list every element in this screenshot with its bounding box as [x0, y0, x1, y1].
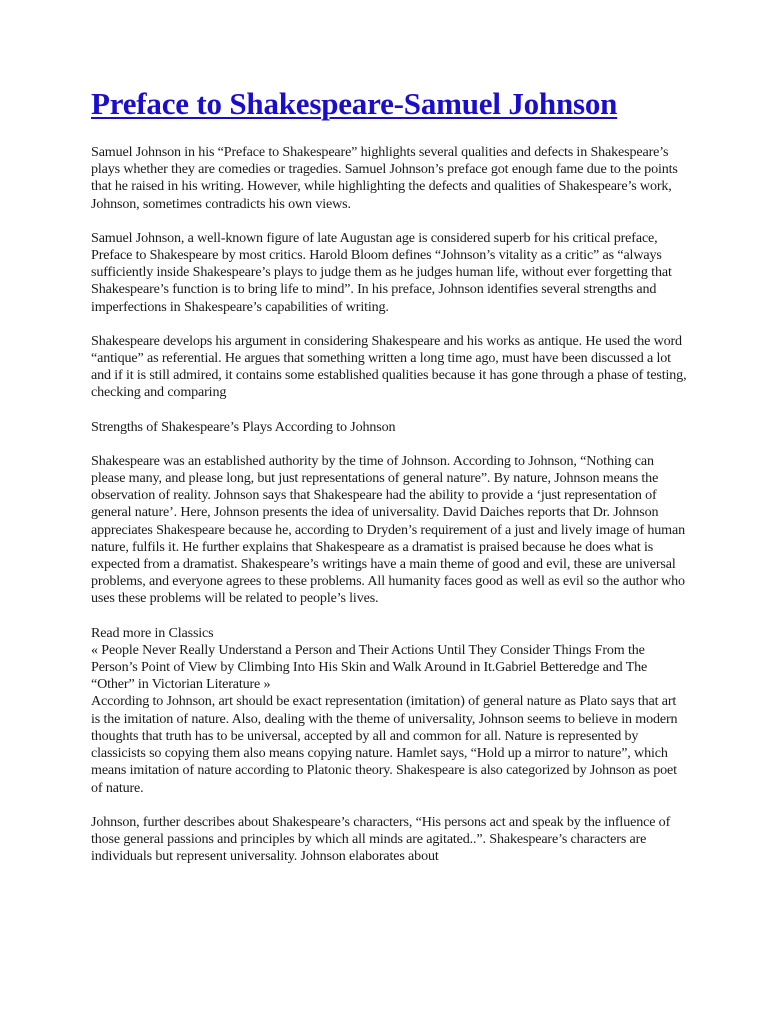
section-heading-strengths: Strengths of Shakespeare’s Plays According to Johnson: [91, 418, 396, 435]
read-more-label: Read more in Classics: [91, 624, 214, 641]
related-articles-links[interactable]: « People Never Really Understand a Person and Their Actions Until They Consider Things From the Person’s Point of View by Climbing Into His Skin and Walk Around in It.Gabriel Betteredge and The “Other” in Victorian Literature »: [91, 641, 648, 693]
paragraph-intro: Samuel Johnson in his “Preface to Shakespeare” highlights several qualities and defects in Shakespeare’s plays whether they are comedies or tragedies. Samuel Johnson’s preface got enough fame due to the points that he raised in his writing. However, while highlighting the defects and qualities of Shakespeare’s work, Johnson, sometimes contradicts his own views.: [91, 144, 678, 212]
paragraph-authority: Shakespeare was an established authority by the time of Johnson. According to Johnson, “Nothing can please many, and please long, but just representations of general nature”. By nature, Johnson means the observation of reality. Johnson says that Shakespeare had the ability to provide a ‘just representation of general nature’. Here, Johnson presents the idea of universality. David Daiches reports that Dr. Johnson appreciates Shakespeare because he, according to Dryden’s requirement of a just and lively image of human nature, fulfils it. He further explains that Shakespeare as a dramatist is praised because he does what is expected from a dramatist. Shakespeare’s writings have a main theme of good and evil, these are universal problems, and everyone agrees to these problems. All humanity faces good as well as evil so the author who uses these problems will be related to people’s lives.: [91, 452, 685, 607]
paragraph-antique: Shakespeare develops his argument in considering Shakespeare and his works as antique. He used the word “antique” as referential. He argues that something written a long time ago, must have been discussed a lot and if it is still admired, it contains some established qualities because it has gone through a phase of testing, checking and comparing: [91, 332, 687, 401]
read-more-block: [91, 625, 688, 797]
paragraph-augustan: Samuel Johnson, a well-known figure of late Augustan age is considered superb for his critical preface, Preface to Shakespeare by most critics. Harold Bloom defines “Johnson’s vitality as a critic” as “always sufficiently inside Shakespeare’s plays to judge them as he judges human life, without ever forgetting that Shakespeare’s function is to bring life to mind”. In his preface, Johnson identifies several strengths and imperfections in Shakespeare’s capabilities of writing.: [91, 229, 672, 315]
paragraph-characters: Johnson, further describes about Shakespeare’s characters, “His persons act and speak by the influence of those general passions and principles by which all minds are agitated..”. Shakespeare’s characters are individuals but represent universality. Johnson elaborates about: [91, 813, 671, 865]
document-title[interactable]: Preface to Shakespeare-Samuel Johnson: [91, 86, 618, 121]
paragraph-imitation: According to Johnson, art should be exact representation (imitation) of general nature as Plato says that art is the imitation of nature. Also, dealing with the theme of universality, Johnson seems to believe in modern thoughts that truth has to be universal, accepted by all and common for all. Nature is represented by classicists so copying them also means copying nature. Hamlet says, “Hold up a mirror to nature”, which means imitation of nature according to Platonic theory. Shakespeare is also categorized by Johnson as poet of nature.: [91, 693, 678, 796]
